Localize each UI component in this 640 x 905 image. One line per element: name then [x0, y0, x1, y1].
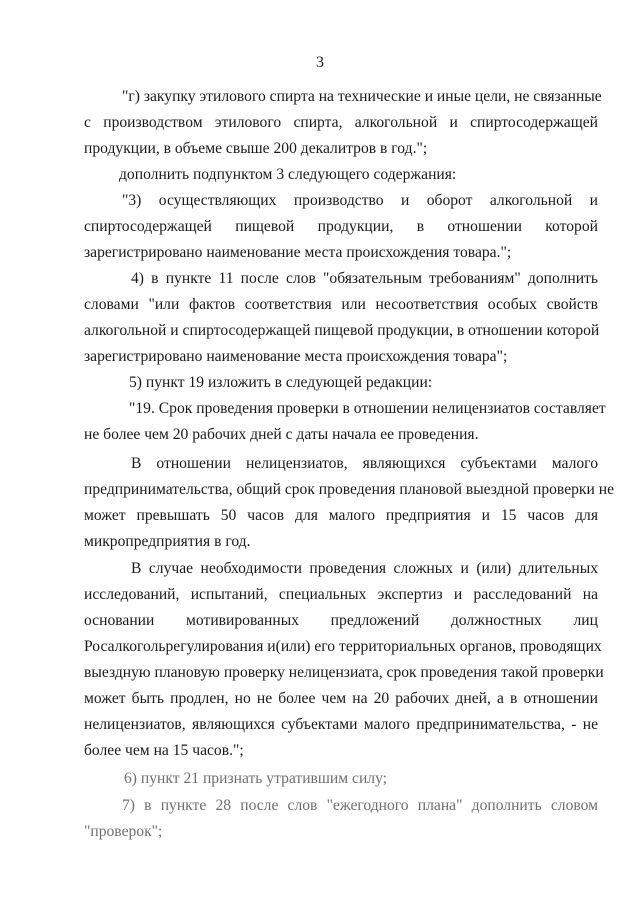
text-line: зарегистрировано наименование места происхождения товара.";	[84, 244, 512, 261]
text-line: "проверок";	[84, 823, 163, 840]
text-line: более чем на 15 часов.";	[84, 742, 244, 759]
text-line: может быть продлен, но не более чем на 20 рабочих дней, а в отношении	[84, 690, 598, 707]
text-line: может превышать 50 часов для малого предприятия и 15 часов для	[84, 507, 598, 524]
text-line: основании мотивированных предложений должностных лиц	[84, 612, 598, 629]
page-number: 3	[316, 54, 324, 71]
text-line: "3) осуществляющих производство и оборот алкогольной и	[122, 192, 598, 209]
text-line: "19. Срок проведения проверки в отношении нелицензиатов составляет	[129, 400, 606, 417]
text-line: зарегистрировано наименование места происхождения товара";	[84, 348, 508, 365]
text-line: микропредприятия в год.	[84, 533, 251, 550]
text-line: 5) пункт 19 изложить в следующей редакции:	[129, 374, 433, 391]
text-line: 4) в пункте 11 после слов "обязательным требованиям" дополнить	[131, 270, 598, 287]
text-line: спиртосодержащей пищевой продукции, в отношении которой	[84, 218, 598, 235]
text-line: алкогольной и спиртосодержащей пищевой продукции, в отношении которой	[84, 322, 600, 339]
text-line: В отношении нелицензиатов, являющихся субъектами малого	[131, 455, 598, 472]
text-line: 6) пункт 21 признать утратившим силу;	[124, 770, 388, 787]
text-line: В случае необходимости проведения сложных и (или) длительных	[131, 560, 598, 577]
text-line: выездную плановую проверку нелицензиата, срок проведения такой проверки	[84, 664, 604, 681]
text-line: словами "или фактов соответствия или несоответствия особых свойств	[84, 296, 598, 313]
text-line: продукции, в объеме свыше 200 декалитров в год.";	[84, 140, 428, 157]
text-line: с производством этилового спирта, алкогольной и спиртосодержащей	[84, 114, 598, 131]
text-line: дополнить подпунктом 3 следующего содержания:	[119, 166, 457, 183]
text-line: "г) закупку этилового спирта на технические и иные цели, не связанные	[122, 88, 602, 105]
text-line: 7) в пункте 28 после слов "ежегодного плана" дополнить словом	[122, 797, 598, 814]
text-line: предпринимательства, общий срок проведения плановой выездной проверки не	[84, 481, 614, 498]
text-line: нелицензиатов, являющихся субъектами малого предпринимательства, - не	[84, 716, 598, 733]
text-line: не более чем 20 рабочих дней с даты начала ее проведения.	[84, 426, 479, 443]
text-line: Росалкогольрегулирования и(или) его территориальных органов, проводящих	[84, 638, 602, 655]
text-line: исследований, испытаний, специальных экспертиз и расследований на	[84, 586, 598, 603]
